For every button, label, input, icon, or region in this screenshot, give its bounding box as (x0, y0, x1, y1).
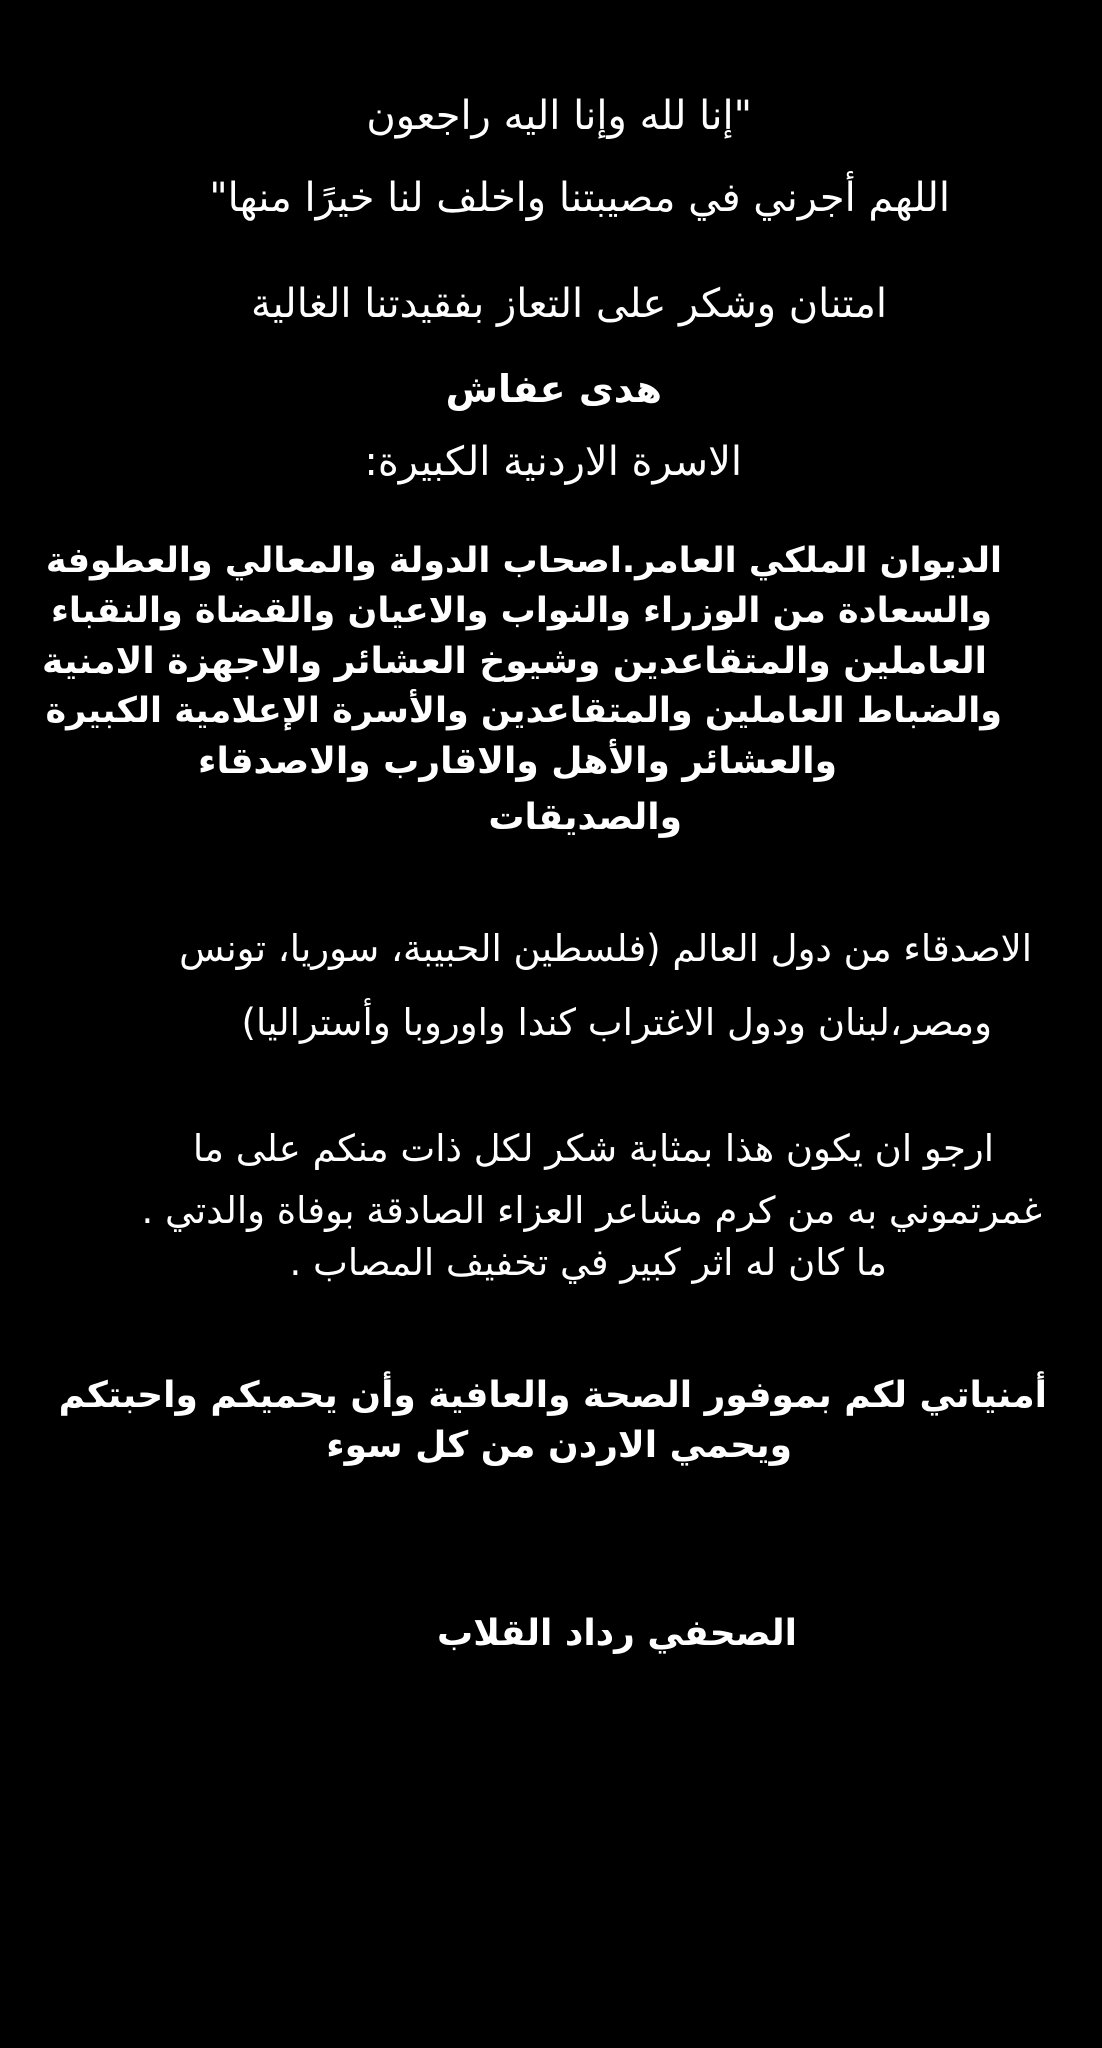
friends-abroad-line-1: الاصدقاء من دول العالم (فلسطين الحبيبة، سوريا، تونس (179, 927, 1032, 970)
recipients-line-4: والضباط العاملين والمتقاعدين والأسرة الإعلامية الكبيرة (45, 691, 1002, 731)
recipients-line-1: الديوان الملكي العامر.اصحاب الدولة والمعالي والعطوفة (45, 541, 1002, 581)
recipients-line-2: والسعادة من الوزراء والنواب والاعيان والقضاة والنقباء (51, 591, 992, 631)
wishes-line-1: أمنياتي لكم بموفور الصحة والعافية وأن يحميكم واحبتكم (58, 1375, 1047, 1416)
verse-line-2: اللهم أجرني في مصيبتنا واخلف لنا خيرًا منها" (209, 175, 950, 221)
thanks-heading: امتنان وشكر على التعاز بفقيدتنا الغالية (251, 281, 887, 327)
recipients-line-5: والعشائر والأهل والاقارب والاصدقاء (198, 741, 837, 782)
gratitude-line-3: ما كان له اثر كبير في تخفيف المصاب . (289, 1241, 887, 1284)
friends-abroad-line-2: ومصر،لبنان ودول الاغتراب كندا واوروبا وأستراليا) (241, 1001, 992, 1044)
recipients-line-6: والصديقات (488, 797, 682, 838)
family-heading: الاسرة الاردنية الكبيرة: (364, 439, 742, 485)
gratitude-line-1: ارجو ان يكون هذا بمثابة شكر لكل ذات منكم على ما (192, 1127, 994, 1170)
deceased-name: هدى عفاش (445, 367, 662, 411)
wishes-line-2: ويحمي الاردن من كل سوء (326, 1425, 792, 1466)
recipients-line-3: العاملين والمتقاعدين وشيوخ العشائر والاجهزة الامنية (42, 641, 987, 682)
verse-line-1: "إنا لله وإنا اليه راجعون (366, 93, 752, 139)
gratitude-line-2: غمرتموني به من كرم مشاعر العزاء الصادقة بوفاة والدتي . (141, 1189, 1042, 1232)
signature: الصحفي رداد القلاب (437, 1613, 797, 1654)
